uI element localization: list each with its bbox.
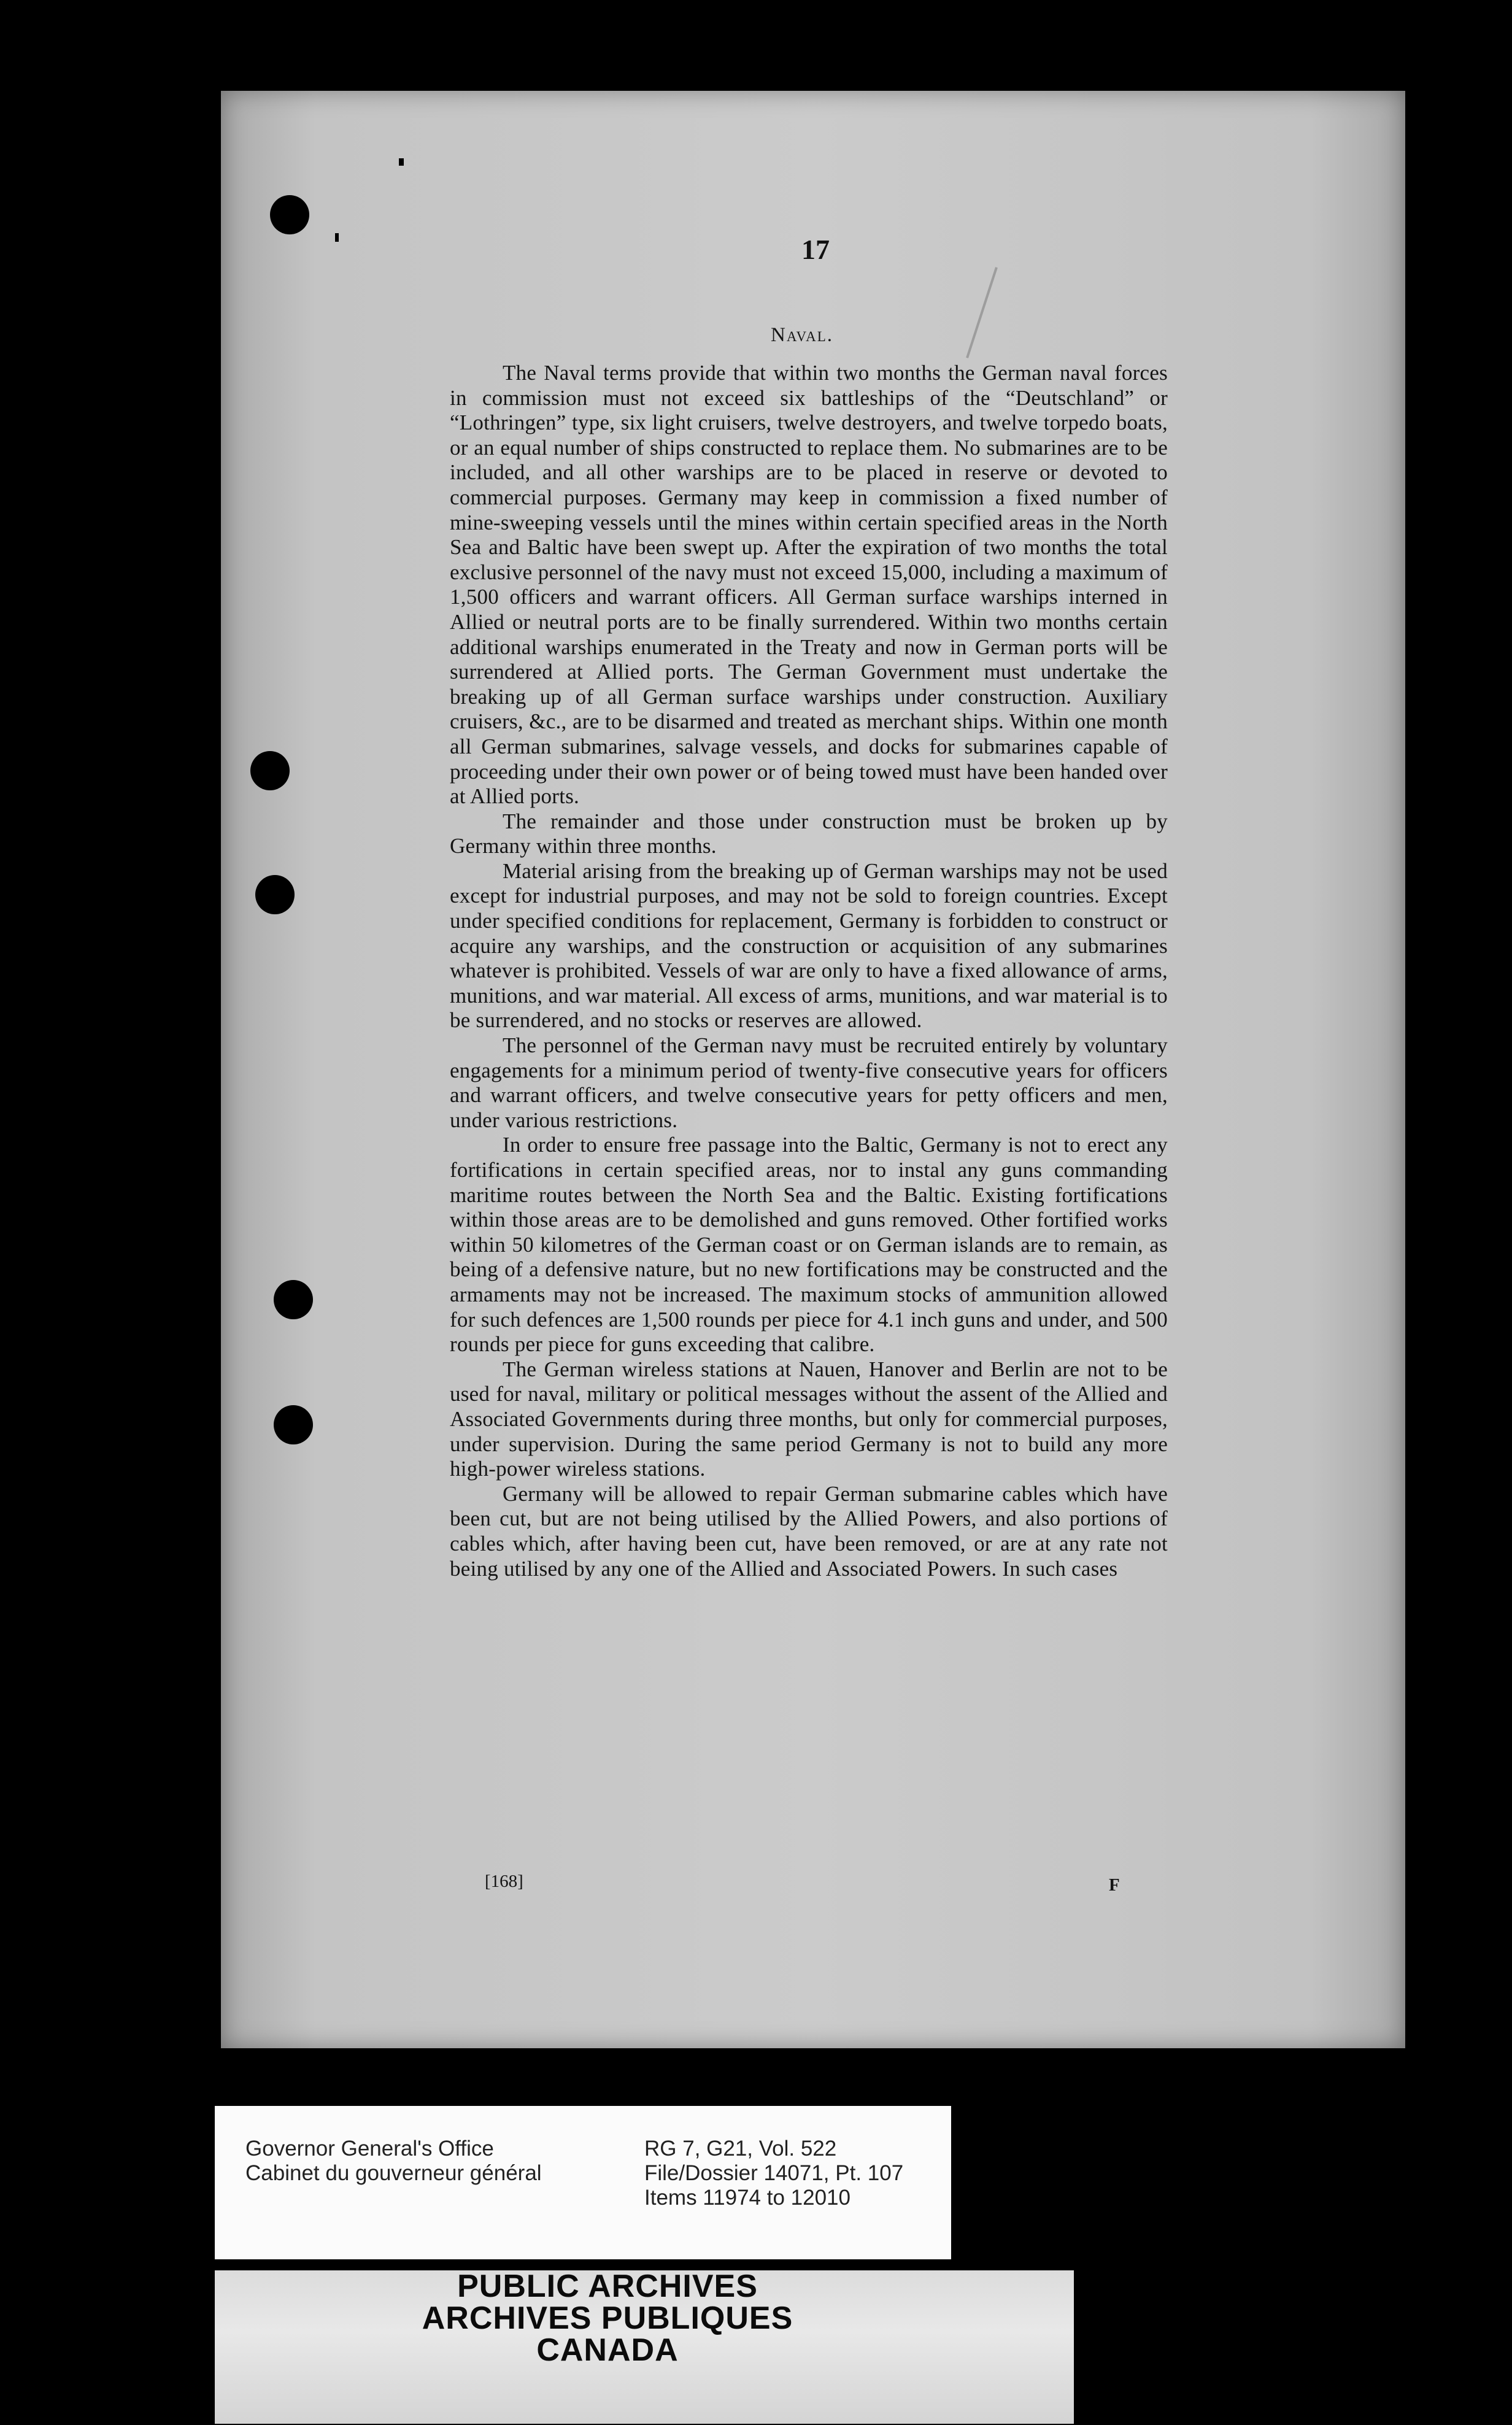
paragraph: The remainder and those under construction must be broken up by Germany within three months. (450, 809, 1168, 858)
punch-hole-5 (274, 1405, 313, 1444)
body-text (450, 361, 1168, 1581)
punch-hole-4 (274, 1280, 313, 1319)
file-dossier: File/Dossier 14071, Pt. 107 (644, 2161, 904, 2185)
office-french: Cabinet du gouverneur général (245, 2161, 542, 2185)
punch-hole-1 (270, 195, 309, 234)
film-speck (399, 158, 404, 166)
record-group: RG 7, G21, Vol. 522 (644, 2137, 837, 2161)
item-range: Items 11974 to 12010 (644, 2186, 850, 2210)
paragraph: The personnel of the German navy must be recruited entirely by voluntary engagements for a minimum period of twenty-five consecutive years for officers and warrant officers, and twelve consecutive years for petty officers and men, under various restrictions. (450, 1033, 1168, 1132)
paragraph: The Naval terms provide that within two months the German naval forces in commission must not exceed six battleships of the “Deutschland” or “Lothringen” type, six light cruisers, twelve destroyers, and twelve torpedo boats, or an equal number of ships constructed to replace them. No submarines are to be included, and all other warships are to be placed in reserve or devoted to commercial purposes. Germany may keep in commission a fixed number of mine-sweeping vessels until the mines within certain specified areas in the North Sea and Baltic have been swept up. After the expiration of two months the total exclusive personnel of the navy must not exceed 15,000, including a maximum of 1,500 officers and warrant officers. All German surface warships interned in Allied or neutral ports are to be finally surrendered. Within two months certain additional warships enumerated in the Treaty and now in German ports will be surrendered at Allied ports. The German Government must undertake the breaking up of all German surface warships under construction. Auxiliary cruisers, &c., are to be disarmed and treated as merchant ships. Within one month all German submarines, salvage vessels, and docks for submarines capable of proceeding under their own power or of being towed must have been handed over at Allied ports. (450, 361, 1168, 809)
stamp-line-3: CANADA (536, 2332, 679, 2368)
paragraph: In order to ensure free passage into the Baltic, Germany is not to erect any fortifications in certain specified areas, nor to instal any guns commanding maritime routes between the North Sea and the Baltic. Existing fortifications within those areas are to be demolished and guns removed. Other fortified works within 50 kilometres of the German coast or on German islands are to remain, as being of a defensive nature, but no new fortifications may be constructed and the armaments may not be increased. The maximum stocks of ammunition allowed for such defences are 1,500 rounds per piece for 4.1 inch guns and under, and 500 rounds per piece for guns exceeding that calibre. (450, 1133, 1168, 1357)
punch-hole-2 (250, 751, 290, 790)
stamp-line-1: PUBLIC ARCHIVES (457, 2269, 758, 2304)
archives-stamp (215, 2178, 1074, 2424)
paragraph: Material arising from the breaking up of German warships may not be used except for industrial purposes, and may not be sold to foreign countries. Except under specified conditions for replacement, Germany is forbidden to construct or acquire any warships, and the construction or acquisition of any submarines whatever is prohibited. Vessels of war are only to have a fixed allowance of arms, munitions, and war material. All excess of arms, munitions, and war material is to be surrendered, and no stocks or reserves are allowed. (450, 858, 1168, 1033)
page-number: 17 (801, 234, 830, 265)
film-speck (335, 233, 339, 242)
paragraph: Germany will be allowed to repair German submarine cables which have been cut, but are not being utilised by the Allied Powers, and also portions of cables which, after having been cut, have been removed, or are at any rate not being utilised by any one of the Allied and Associated Powers. In such cases (450, 1481, 1168, 1581)
punch-hole-3 (255, 875, 295, 914)
footer-signature-letter: F (1109, 1875, 1120, 1895)
section-heading: Naval. (771, 324, 834, 346)
office-english: Governor General's Office (245, 2137, 494, 2161)
stamp-line-2: ARCHIVES PUBLIQUES (422, 2300, 793, 2336)
stamp-text (393, 2270, 822, 2366)
paragraph: The German wireless stations at Nauen, Hanover and Berlin are not to be used for naval, military or political messages without the assent of the Allied and Associated Governments during three months, but only for commercial purposes, under supervision. During the same period Germany is not to build any more high-power wireless stations. (450, 1357, 1168, 1481)
footer-reference: [168] (485, 1872, 523, 1891)
pencil-mark (966, 267, 998, 358)
